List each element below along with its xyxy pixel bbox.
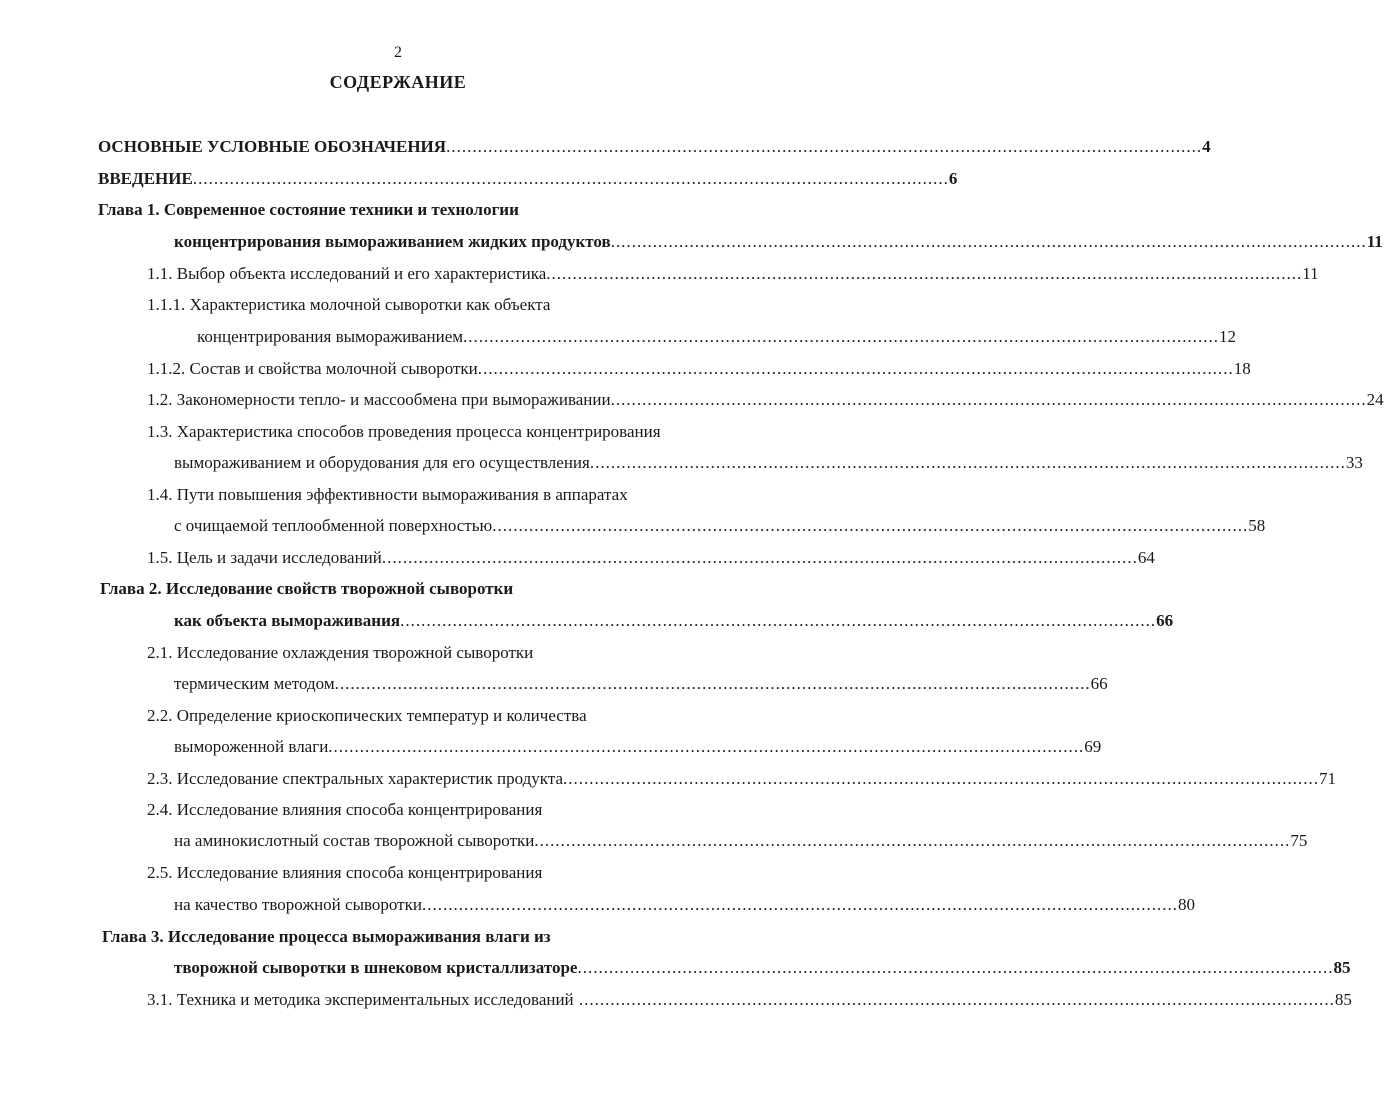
toc-entry-page: 24 — [1366, 390, 1384, 409]
toc-entry-page: 6 — [948, 169, 958, 188]
toc-entry-page: 33 — [1345, 453, 1363, 472]
toc-entry-page: 69 — [1084, 737, 1102, 756]
page-title: СОДЕРЖАНИЕ — [329, 72, 467, 92]
toc-entry-title: ОСНОВНЫЕ УСЛОВНЫЕ ОБОЗНАЧЕНИЯ — [98, 137, 447, 156]
toc-leader: ................................................................................................................................................ — [610, 390, 1367, 409]
toc-entry-page: 64 — [1137, 548, 1155, 567]
toc-entry-page: 66 — [1156, 611, 1174, 630]
toc-entry-title-line1: 2.1. Исследование охлаждения творожной сыворотки — [147, 643, 534, 662]
toc-entry-page: 58 — [1248, 516, 1266, 535]
toc-chapter-heading: Глава 3. Исследование процесса вымораживания влаги из — [102, 927, 551, 946]
toc-entry-title-line1: 1.4. Пути повышения эффективности вымораживания в аппаратах — [147, 485, 628, 504]
toc-entry-title: ВВЕДЕНИЕ — [98, 169, 193, 188]
toc-entry-title-line1: 2.5. Исследование влияния способа концентрирования — [147, 863, 543, 882]
toc-entry-page: 18 — [1233, 359, 1251, 378]
toc-entry-page: 85 — [1334, 990, 1352, 1009]
toc-entry-title: 3.1. Техника и методика экспериментальных исследований — [147, 990, 574, 1009]
toc-entry — [174, 673, 1108, 695]
toc-leader: ................................................................................................................................................ — [328, 737, 1085, 756]
toc-entry — [98, 136, 1211, 158]
toc-entry-page: 4 — [1202, 137, 1211, 156]
toc-leader: ................................................................................................................................................ — [573, 990, 1335, 1009]
toc-chapter-heading: Глава 1. Современное состояние техники и технологии — [98, 200, 519, 219]
toc-leader: ................................................................................................................................................ — [546, 264, 1303, 283]
toc-entry — [147, 989, 1352, 1011]
toc-leader: ................................................................................................................................................ — [610, 232, 1367, 251]
toc-entry — [174, 610, 1174, 632]
toc-entry-page: 11 — [1366, 232, 1383, 251]
toc-entry — [174, 736, 1102, 758]
toc-leader: ................................................................................................................................................ — [563, 769, 1320, 788]
toc-leader: ................................................................................................................................................ — [192, 169, 949, 188]
toc-entry-page: 80 — [1177, 895, 1195, 914]
toc-entry-title: 1.5. Цель и задачи исследований — [147, 548, 382, 567]
toc-entry — [147, 263, 1319, 285]
toc-chapter-heading: Глава 2. Исследование свойств творожной сыворотки — [100, 579, 514, 598]
toc-entry-title: вымороженной влаги — [174, 737, 329, 756]
toc-entry-page: 75 — [1290, 831, 1308, 850]
toc-entry-title-line1: 2.4. Исследование влияния способа концентрирования — [147, 800, 543, 819]
toc-entry — [147, 547, 1155, 569]
toc-entry — [98, 168, 958, 190]
toc-entry-title: 1.1. Выбор объекта исследований и его характеристика — [147, 264, 547, 283]
toc-entry-title: концентрирования вымораживанием жидких продуктов — [174, 232, 611, 251]
toc-entry — [174, 231, 1383, 253]
toc-entry — [147, 768, 1337, 790]
toc-entry-title: термическим методом — [174, 674, 335, 693]
toc-entry-page: 85 — [1333, 958, 1351, 977]
toc-entry — [174, 830, 1308, 852]
toc-entry-title-line1: 2.2. Определение криоскопических температур и количества — [147, 706, 587, 725]
toc-entry-page: 12 — [1219, 327, 1237, 346]
toc-entry — [147, 389, 1384, 411]
toc-leader: ................................................................................................................................................ — [334, 674, 1091, 693]
toc-leader: ................................................................................................................................................ — [421, 895, 1178, 914]
toc-entry-title-line1: 1.3. Характеристика способов проведения процесса концентрирования — [147, 422, 661, 441]
toc-leader: ................................................................................................................................................ — [477, 359, 1234, 378]
toc-entry — [174, 894, 1195, 916]
toc-entry — [197, 326, 1237, 348]
toc-leader: ................................................................................................................................................ — [381, 548, 1138, 567]
toc-entry-title: вымораживанием и оборудования для его осуществления — [174, 453, 590, 472]
toc-entry — [147, 358, 1251, 380]
toc-entry — [174, 452, 1363, 474]
toc-entry-page: 71 — [1319, 769, 1337, 788]
toc-leader: ................................................................................................................................................ — [446, 137, 1203, 156]
page-number: 2 — [394, 44, 402, 61]
toc-entry — [174, 957, 1351, 979]
toc-entry-page: 11 — [1302, 264, 1319, 283]
toc-entry-title: творожной сыворотки в шнековом кристаллизаторе — [174, 958, 578, 977]
toc-leader: ................................................................................................................................................ — [577, 958, 1334, 977]
toc-entry — [174, 515, 1266, 537]
toc-entry-title: на качество творожной сыворотки — [174, 895, 422, 914]
toc-entry-title: как объекта вымораживания — [174, 611, 401, 630]
toc-entry-title: концентрирования вымораживанием — [197, 327, 464, 346]
toc-leader: ................................................................................................................................................ — [463, 327, 1220, 346]
toc-entry-title: 1.1.2. Состав и свойства молочной сыворотки — [147, 359, 478, 378]
toc-leader: ................................................................................................................................................ — [534, 831, 1291, 850]
toc-entry-title: 2.3. Исследование спектральных характеристик продукта — [147, 769, 564, 788]
toc-entry-title: на аминокислотный состав творожной сыворотки — [174, 831, 535, 850]
toc-entry-title: с очищаемой теплообменной поверхностью — [174, 516, 493, 535]
toc-entry-title-line1: 1.1.1. Характеристика молочной сыворотки как объекта — [147, 295, 551, 314]
toc-entry-page: 66 — [1090, 674, 1108, 693]
toc-leader: ................................................................................................................................................ — [400, 611, 1157, 630]
toc-entry-title: 1.2. Закономерности тепло- и массообмена при вымораживании — [147, 390, 611, 409]
toc-leader: ................................................................................................................................................ — [492, 516, 1249, 535]
toc-leader: ................................................................................................................................................ — [589, 453, 1346, 472]
